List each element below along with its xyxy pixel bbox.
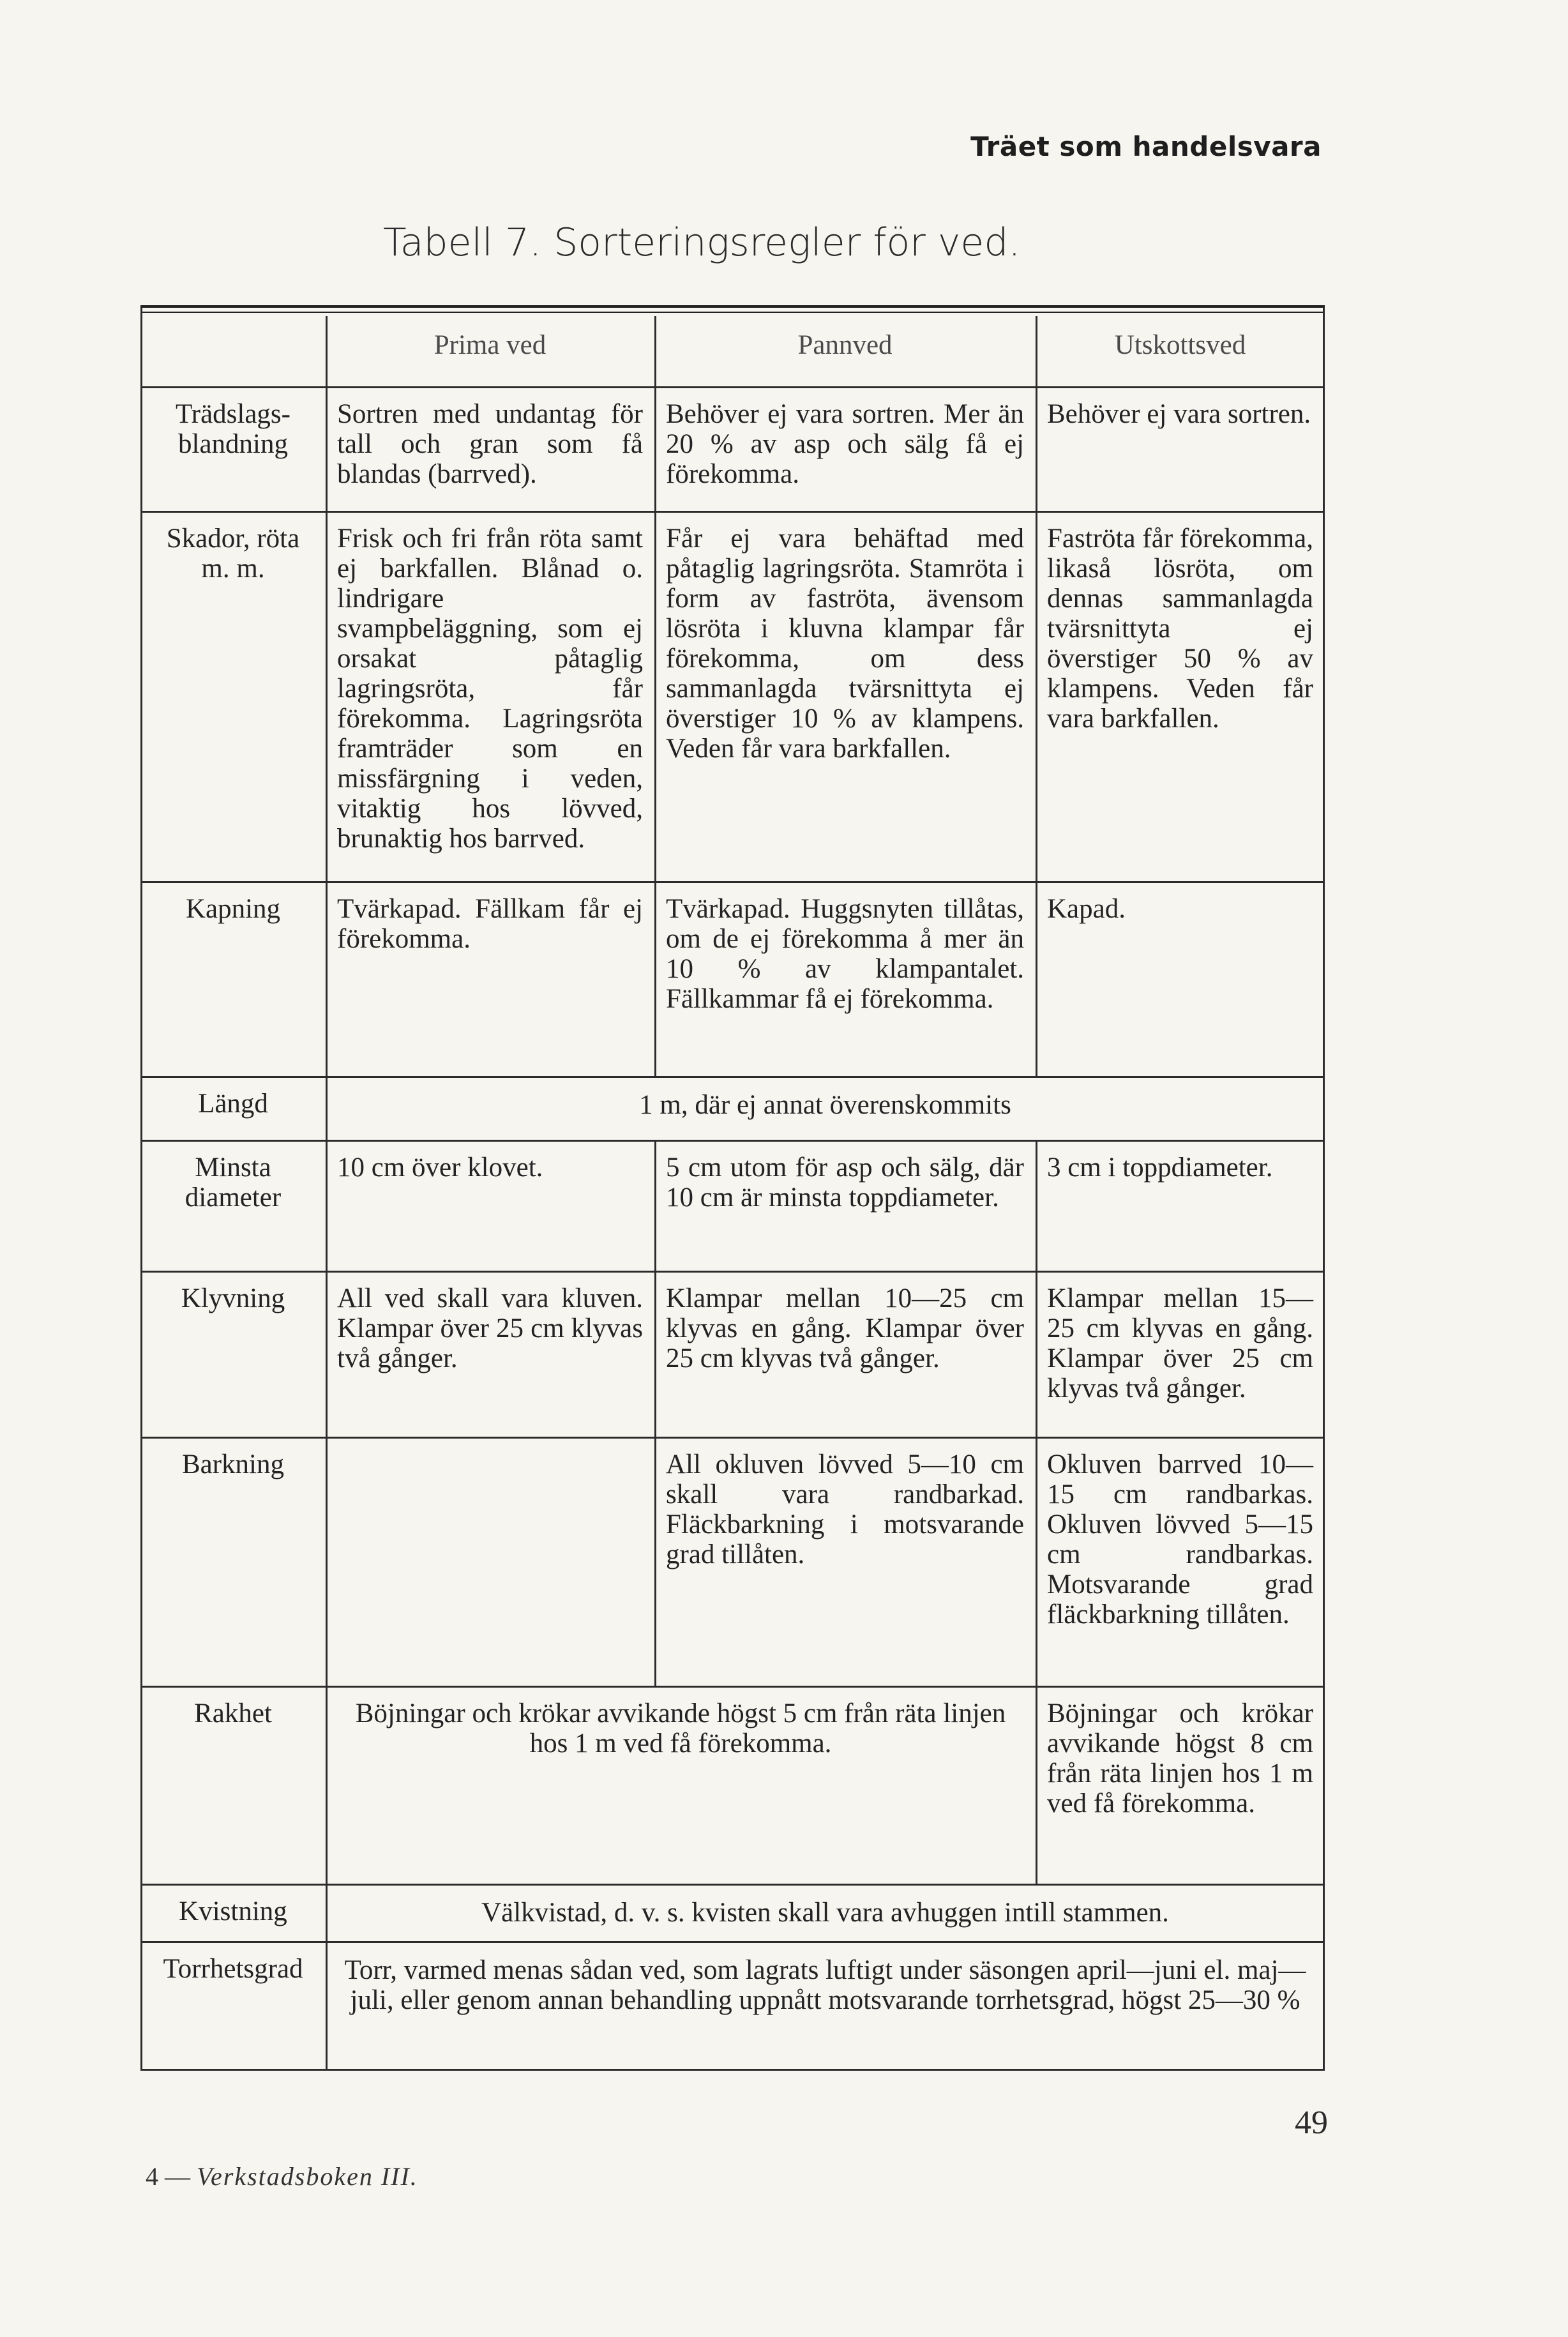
table-top-rule-inner — [140, 312, 1325, 313]
row-rule-klyvning — [140, 1437, 1325, 1439]
row-divider-utskott-kapning — [1036, 881, 1037, 1076]
row-label-klyvning: Klyvning — [181, 1283, 285, 1313]
row-divider-pannved-skador — [654, 511, 656, 881]
header-divider-3 — [1036, 316, 1037, 386]
row-divider-pannved-minsta — [654, 1140, 656, 1271]
row-divider-utskott-barkning — [1036, 1437, 1037, 1686]
row-divider-label-kapning — [326, 881, 328, 1076]
row-divider-pannved-kapning — [654, 881, 656, 1076]
row-label-torrhet: Torrhetsgrad — [163, 1954, 303, 1984]
cell-utskottsved-minsta: 3 cm i toppdiameter. — [1047, 1153, 1273, 1183]
row-label-minsta: Minsta diameter — [185, 1153, 282, 1213]
row-label-barkning: Barkning — [181, 1449, 285, 1479]
table-top-rule — [140, 305, 1325, 308]
row-divider-label-langd — [326, 1076, 328, 1140]
row-divider-label-minsta — [326, 1140, 328, 1271]
cell-utskottsved-kapning: Kapad. — [1047, 894, 1126, 924]
row-divider-label-klyvning — [326, 1271, 328, 1437]
header-divider-2 — [654, 316, 656, 386]
footer-book-title: Verkstadsboken III. — [197, 2162, 418, 2191]
merged-cell-torrhet: Torr, varmed menas sådan ved, som lagrats luftigt under säsongen april—juni el. maj—juli, eller genom annan behandling uppnått motsvarande torrhetsgrad, högst 25—30 % — [344, 1955, 1306, 2015]
table-title: Tabell 7. Sorteringsregler för ved. — [383, 220, 1021, 265]
cell-pannved-klyvning: Klampar mellan 10—25 cm klyvas en gång. Klampar över 25 cm klyvas två gånger. — [666, 1283, 1024, 1373]
merged-cell-langd: 1 m, där ej annat överenskommits — [639, 1090, 1011, 1120]
row-rule-barkning — [140, 1686, 1325, 1688]
row-label-kapning: Kapning — [185, 894, 281, 924]
row-divider-utskott-klyvning — [1036, 1271, 1037, 1437]
row-rule-langd — [140, 1140, 1325, 1142]
cell-pannved-minsta: 5 cm utom för asp och sälg, där 10 cm är minsta toppdiameter. — [666, 1153, 1024, 1213]
row-divider-label-trad — [326, 386, 328, 511]
row-divider-utskott-minsta — [1036, 1140, 1037, 1271]
cell-prima-minsta: 10 cm över klovet. — [337, 1153, 543, 1183]
row-label-trad: Trädslags- blandning — [176, 399, 290, 459]
cell-prima-skador: Frisk och fri från röta samt ej barkfallen. Blånad o. lindrigare svampbeläggning, som ej orsakat påtaglig lagringsröta, får förekomma. Lagringsröta framträder som en missfärgning i veden, vitaktig hos lövved, brunaktig hos barrved. — [337, 524, 643, 854]
row-divider-label-rakhet — [326, 1686, 328, 1884]
column-header-pannved: Pannved — [797, 330, 893, 360]
row-label-kvistning: Kvistning — [179, 1896, 287, 1926]
header-bottom-rule — [140, 386, 1325, 388]
page-footer — [146, 2161, 418, 2191]
cell-prima-kapning: Tvärkapad. Fällkam får ej förekomma. — [337, 894, 643, 954]
cell-pannved-barkning: All okluven lövved 5—10 cm skall vara randbarkad. Fläckbarkning i motsvarande grad tillåten. — [666, 1449, 1024, 1569]
page-number: 49 — [1295, 2105, 1328, 2141]
cell-utskottsved-barkning: Okluven barrved 10—15 cm randbarkas. Okluven lövved 5—15 cm randbarkas. Motsvarande grad fläckbarkning tillåten. — [1047, 1449, 1313, 1630]
row-divider-pannved-klyvning — [654, 1271, 656, 1437]
row-rule-skador — [140, 881, 1325, 883]
row-divider-utskott-trad — [1036, 386, 1037, 511]
merged-cell-prima-pannved-rakhet: Böjningar och krökar avvikande högst 5 cm från räta linjen hos 1 m ved få förekomma. — [355, 1698, 1006, 1758]
row-rule-kvistning — [140, 1941, 1325, 1943]
row-rule-trad — [140, 511, 1325, 513]
cell-utskottsved-klyvning: Klampar mellan 15—25 cm klyvas en gång. Klampar över 25 cm klyvas två gånger. — [1047, 1283, 1313, 1403]
running-header: Träet som handelsvara — [970, 131, 1322, 162]
table-left-border — [140, 308, 142, 2069]
row-divider-utskott-skador — [1036, 511, 1037, 881]
row-label-rakhet: Rakhet — [194, 1698, 272, 1728]
merged-cell-kvistning: Välkvistad, d. v. s. kvisten skall vara avhuggen intill stammen. — [481, 1898, 1169, 1928]
row-rule-rakhet — [140, 1884, 1325, 1886]
row-divider-utskott-rakhet — [1036, 1686, 1037, 1884]
row-label-langd: Längd — [198, 1089, 268, 1119]
row-divider-pannved-trad — [654, 386, 656, 511]
row-divider-label-torrhet — [326, 1941, 328, 2069]
cell-utskottsved-skador: Faströta får förekomma, likaså lösröta, om dennas sammanlagda tvärsnittyta ej överstiger 50 % av klampens. Veden får vara barkfallen. — [1047, 524, 1313, 734]
cell-prima-klyvning: All ved skall vara kluven. Klampar över 25 cm klyvas två gånger. — [337, 1283, 643, 1373]
row-rule-torrhet — [140, 2069, 1325, 2071]
footer-dash: — — [165, 2162, 190, 2191]
footer-chapter-number: 4 — [146, 2162, 158, 2191]
cell-utskottsved-rakhet: Böjningar och krökar avvikande högst 8 cm från räta linjen hos 1 m ved få förekomma. — [1047, 1698, 1313, 1819]
column-header-prima: Prima ved — [433, 330, 547, 360]
row-divider-label-skador — [326, 511, 328, 881]
cell-utskottsved-trad: Behöver ej vara sortren. — [1047, 399, 1311, 429]
row-divider-pannved-barkning — [654, 1437, 656, 1686]
table-right-border — [1323, 308, 1325, 2069]
cell-prima-trad: Sortren med undantag för tall och gran som få blandas (barrved). — [337, 399, 643, 489]
cell-pannved-skador: Får ej vara behäftad med påtaglig lagringsröta. Stamröta i form av faströta, ävensom lösröta i kluvna klampar får förekomma, om dess sammanlagda tvärsnittyta ej överstiger 10 % av klampens. Veden får vara barkfallen. — [666, 524, 1024, 764]
cell-pannved-trad: Behöver ej vara sortren. Mer än 20 % av asp och sälg få ej förekomma. — [666, 399, 1024, 489]
row-divider-label-kvistning — [326, 1884, 328, 1941]
column-header-utskottsved: Utskottsved — [1114, 330, 1246, 360]
row-rule-kapning — [140, 1076, 1325, 1078]
row-rule-minsta — [140, 1271, 1325, 1273]
header-divider-1 — [326, 316, 328, 386]
cell-pannved-kapning: Tvärkapad. Huggsnyten tillåtas, om de ej förekomma å mer än 10 % av klampantalet. Fällkammar få ej förekomma. — [666, 894, 1024, 1014]
row-label-skador: Skador, röta m. m. — [166, 524, 300, 584]
row-divider-label-barkning — [326, 1437, 328, 1686]
